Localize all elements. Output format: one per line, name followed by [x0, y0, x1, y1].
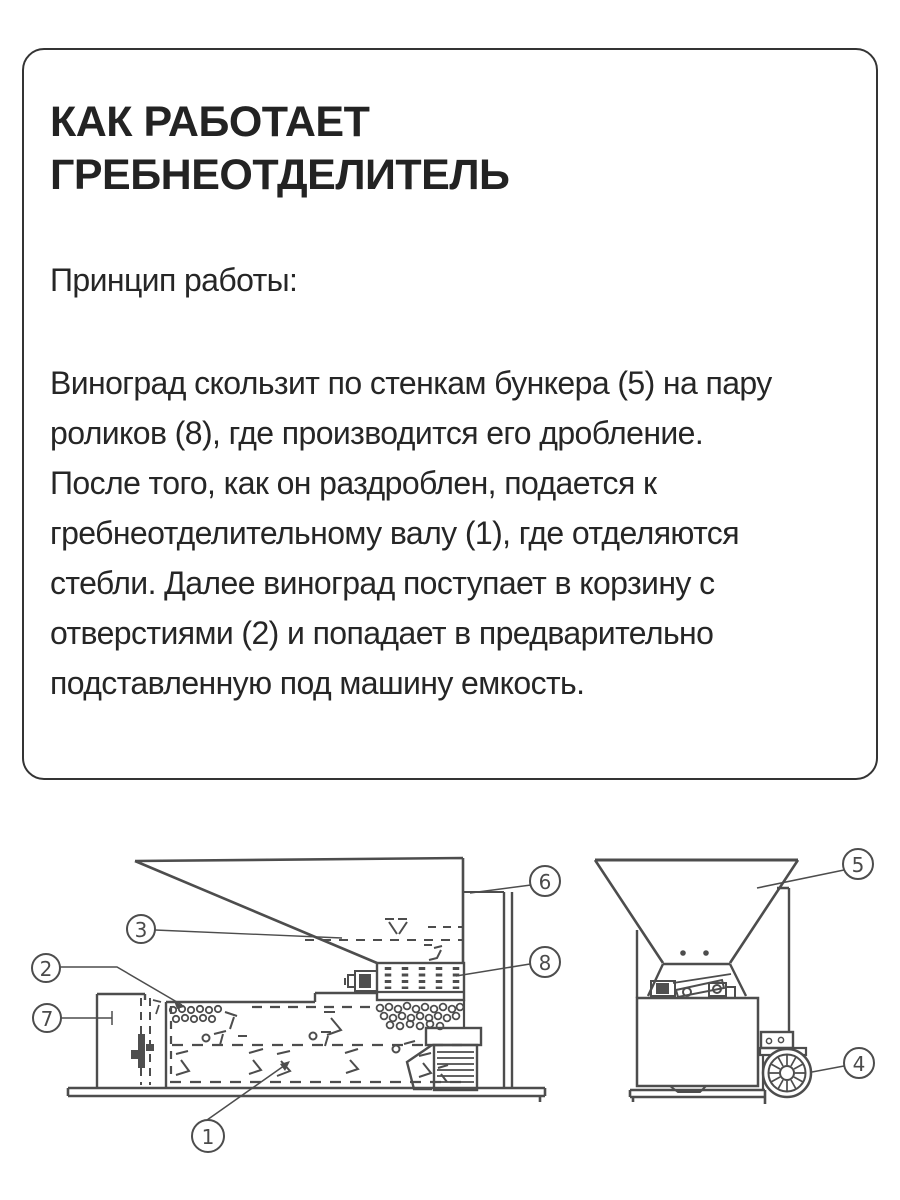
hopper-front: [595, 860, 798, 996]
hopper-side: [135, 858, 463, 963]
callout-8-leader: [456, 964, 530, 976]
body-line: подставленную под машину емкость.: [50, 665, 585, 701]
fan-wheel: [763, 1049, 811, 1097]
grape-scribble: [377, 1003, 464, 1030]
crusher-attachment: [345, 971, 377, 991]
body-line: отверстиями (2) и попадает в предварительно: [50, 615, 714, 651]
subtitle: Принцип работы:: [50, 262, 298, 298]
body-line: Виноград скользит по стенкам бункера (5) на пару: [50, 365, 772, 401]
body-line: стебли. Далее виноград поступает в корзину с: [50, 565, 715, 601]
callout-4-label: 4: [852, 1052, 866, 1076]
crusher-mechanism: [651, 974, 735, 998]
instruction-card: [22, 48, 878, 780]
callout-1-label: 1: [201, 1125, 215, 1149]
callout-3: [127, 915, 342, 943]
machine-diagram: [0, 810, 900, 1200]
title-line-1: КАК РАБОТАЕТ: [50, 98, 370, 146]
callout-7: [33, 1004, 112, 1032]
front-view-diagram: [595, 849, 874, 1104]
callout-6-label: 6: [538, 870, 552, 894]
callout-3-leader: [155, 930, 342, 938]
callout-8: [456, 947, 560, 977]
callout-1-leader: [207, 1063, 288, 1120]
callout-5-leader: [757, 870, 844, 888]
callout-4-leader: [812, 1066, 844, 1072]
callout-1: [192, 1061, 290, 1152]
side-view-diagram: [32, 858, 560, 1152]
callout-7-label: 7: [40, 1007, 54, 1031]
page-title: [50, 96, 850, 202]
callout-5-label: 5: [851, 853, 865, 877]
callout-5: [757, 849, 873, 888]
callout-4: [812, 1048, 874, 1078]
body-paragraph: [50, 358, 850, 708]
callout-6: [470, 866, 560, 896]
body-line: После того, как он раздроблен, подается к: [50, 465, 657, 501]
callout-2: [32, 954, 184, 1009]
body-line: гребнеотделительному валу (1), где отделяются: [50, 515, 739, 551]
title-line-2: ГРЕБНЕОТДЕЛИТЕЛЬ: [50, 151, 510, 199]
callout-8-label: 8: [538, 951, 552, 975]
tank: [97, 994, 161, 1087]
stand-front: [777, 888, 789, 1032]
machine-body-front: [637, 930, 758, 1092]
callout-3-label: 3: [134, 918, 148, 942]
callout-7-leader: [61, 1011, 112, 1025]
body-line: роликов (8), где производится его дробление.: [50, 415, 704, 451]
callout-2-label: 2: [39, 957, 53, 981]
basket: [166, 993, 462, 1087]
motor-side: [407, 1028, 481, 1090]
callout-2-leader: [60, 967, 182, 1005]
